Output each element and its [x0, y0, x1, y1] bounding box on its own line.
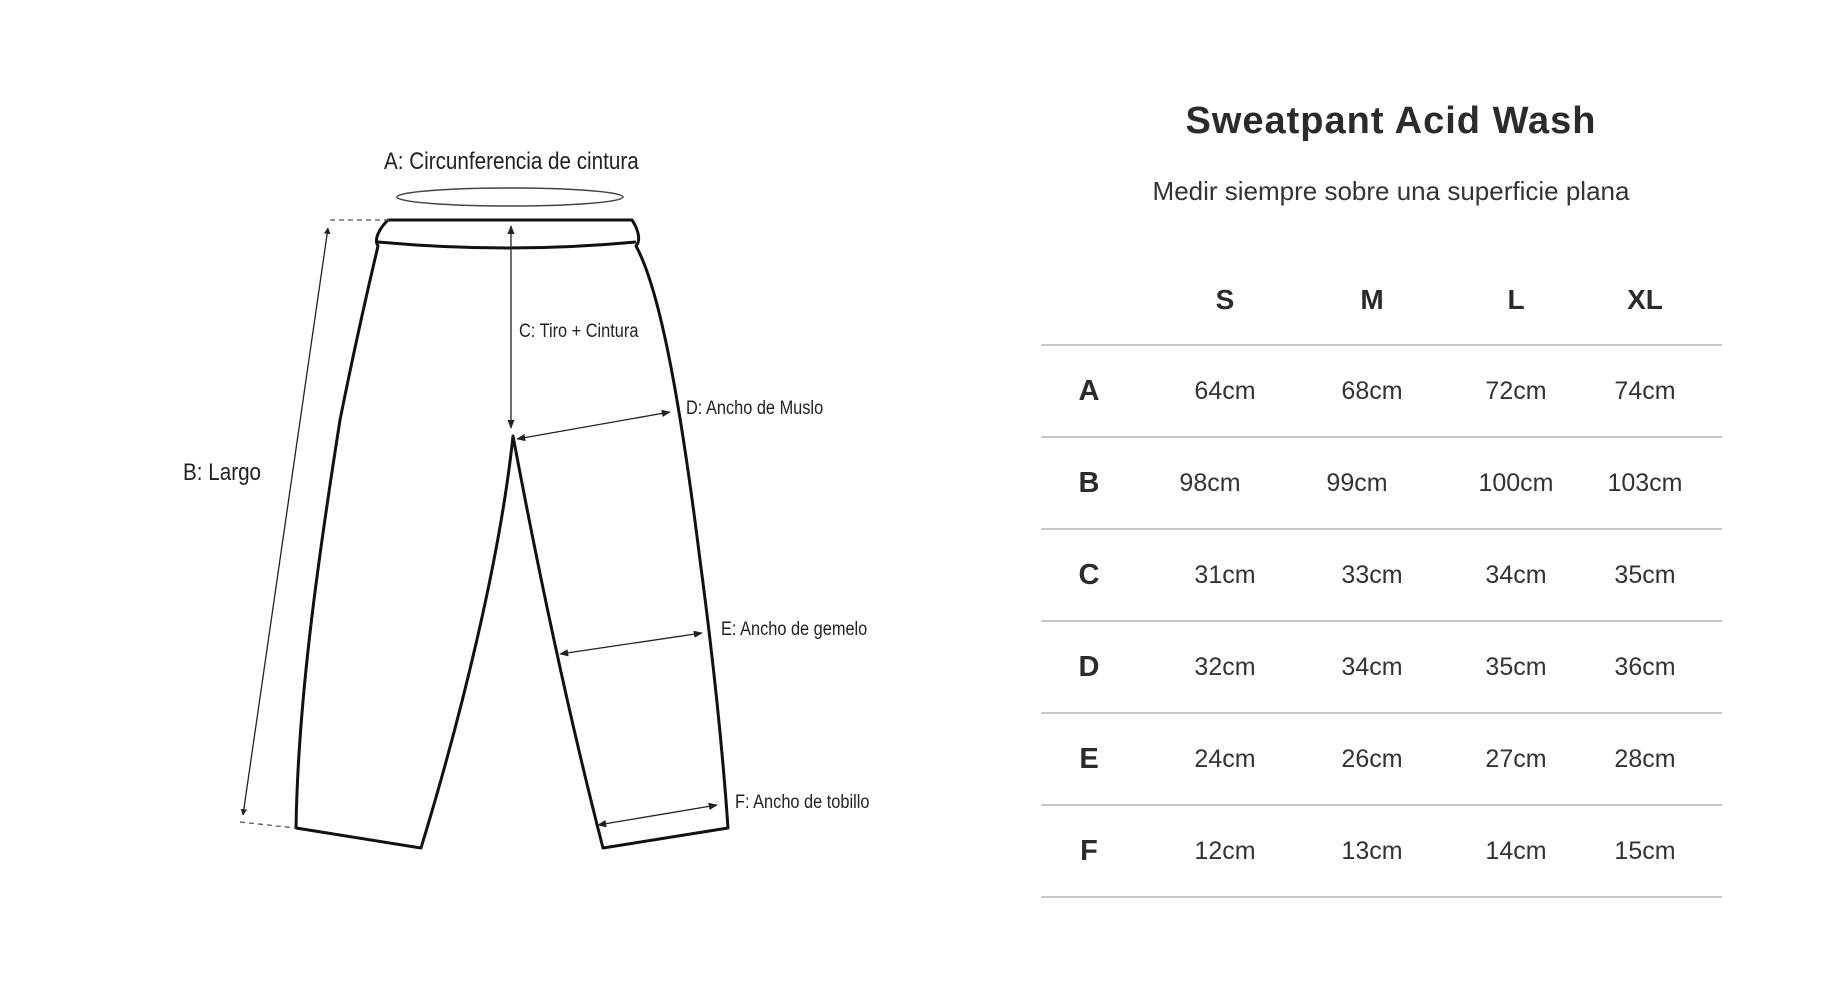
product-subtitle: Medir siempre sobre una superficie plana	[1152, 176, 1630, 206]
table-cell: 27cm	[1485, 744, 1547, 773]
table-row	[1041, 714, 1722, 806]
table-cell: 24cm	[1194, 744, 1256, 773]
table-row	[1041, 530, 1722, 622]
table-cell: 103cm	[1607, 468, 1683, 497]
table-cell: 13cm	[1341, 836, 1403, 865]
table-cell: 99cm	[1326, 468, 1388, 497]
header-size-m: M	[1360, 284, 1384, 315]
table-cell: 36cm	[1614, 652, 1676, 681]
table-cell: 28cm	[1614, 744, 1676, 773]
pants-outline	[296, 220, 728, 848]
size-table	[1041, 256, 1722, 898]
table-cell: 14cm	[1485, 836, 1547, 865]
table-cell: 12cm	[1194, 836, 1256, 865]
label-length: B: Largo	[183, 459, 262, 486]
label-calf-width: E: Ancho de gemelo	[721, 619, 868, 640]
table-cell: 35cm	[1614, 560, 1676, 589]
header-size-l: L	[1507, 284, 1525, 315]
table-cell: 98cm	[1179, 468, 1241, 497]
table-cell: 33cm	[1341, 560, 1403, 589]
table-cell: 15cm	[1614, 836, 1676, 865]
row-label: F	[1080, 834, 1098, 867]
table-cell: 68cm	[1341, 376, 1403, 405]
table-cell: 100cm	[1478, 468, 1554, 497]
table-row	[1041, 622, 1722, 714]
table-row	[1041, 438, 1722, 530]
table-cell: 64cm	[1194, 376, 1256, 405]
table-cell: 34cm	[1341, 652, 1403, 681]
header-size-xl: XL	[1627, 284, 1663, 315]
row-label: D	[1078, 650, 1100, 683]
table-cell: 34cm	[1485, 560, 1547, 589]
row-label: A	[1078, 374, 1100, 407]
table-cell: 35cm	[1485, 652, 1547, 681]
row-label: E	[1079, 742, 1099, 775]
label-waist-circumference: A: Circunferencia de cintura	[384, 148, 639, 175]
table-header-row	[1041, 256, 1722, 346]
table-row	[1041, 806, 1722, 898]
table-cell: 32cm	[1194, 652, 1256, 681]
table-row	[1041, 346, 1722, 438]
row-label: C	[1078, 558, 1100, 591]
label-thigh-width: D: Ancho de Muslo	[686, 398, 824, 419]
waist-circumference-marker	[397, 188, 623, 206]
length-guide-bottom	[240, 822, 296, 828]
label-rise: C: Tiro + Cintura	[519, 321, 639, 342]
row-label: B	[1078, 466, 1100, 499]
table-cell: 31cm	[1194, 560, 1256, 589]
table-cell: 74cm	[1614, 376, 1676, 405]
label-ankle-width: F: Ancho de tobillo	[735, 792, 870, 813]
product-title: Sweatpant Acid Wash	[1185, 100, 1597, 142]
header-size-s: S	[1215, 284, 1235, 315]
table-cell: 72cm	[1485, 376, 1547, 405]
table-cell: 26cm	[1341, 744, 1403, 773]
